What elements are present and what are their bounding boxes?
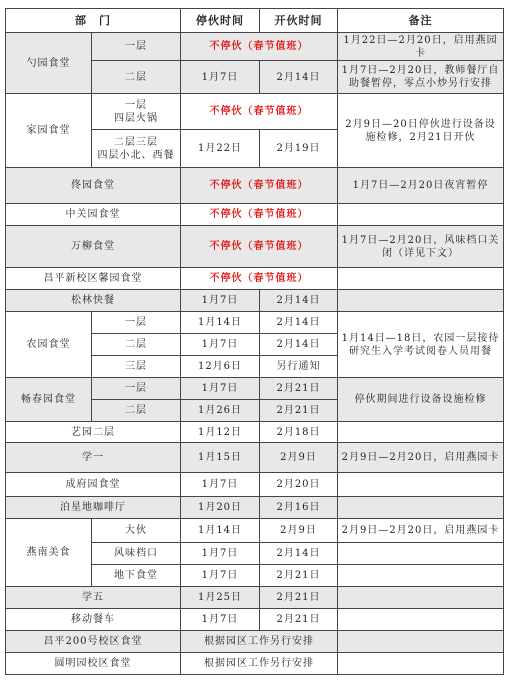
note-cell (338, 609, 504, 631)
table-row (6, 312, 504, 334)
open-time: 2月14日 (260, 312, 338, 334)
stop-time: 1月7日 (181, 290, 260, 312)
stop-time: 1月7日 (181, 61, 260, 94)
note-cell (338, 473, 504, 497)
note-cell: 1月14日—18日，农园一层接待研究生入学考试阅卷人员用餐 (338, 312, 504, 378)
stop-time: 1月7日 (181, 543, 260, 565)
open-time: 2月9日 (260, 519, 338, 543)
dept-name: 圆明园校区食堂 (6, 653, 181, 675)
stop-time: 1月7日 (181, 378, 260, 400)
dept-name: 勺园食堂 (6, 33, 92, 94)
table-row (6, 653, 504, 675)
note-cell (338, 543, 504, 565)
floor-label: 一层 (92, 378, 181, 400)
table-row (6, 204, 504, 226)
canteen-schedule-table (5, 8, 504, 675)
floor-label: 二层 (92, 61, 181, 94)
dept-name: 昌平200号校区食堂 (6, 631, 181, 653)
note-cell (338, 422, 504, 443)
dept-name: 松林快餐 (6, 290, 181, 312)
table-row (6, 609, 504, 631)
stop-time: 1月20日 (181, 497, 260, 519)
floor-label: 二层 (92, 334, 181, 356)
floor-label: 三层 (92, 356, 181, 378)
header-open-time: 开伙时间 (260, 9, 338, 33)
open-time: 2月14日 (260, 61, 338, 94)
table-row (6, 33, 504, 61)
dept-name: 移动餐车 (6, 609, 181, 631)
open-time: 2月21日 (260, 587, 338, 609)
dept-name: 泊星地咖啡厅 (6, 497, 181, 519)
note-cell: 1月22日—2月20日，启用燕园卡 (338, 33, 504, 61)
stop-time: 1月14日 (181, 519, 260, 543)
open-time: 2月21日 (260, 565, 338, 587)
table-row (6, 378, 504, 400)
floor-label: 一层 (92, 312, 181, 334)
open-time: 2月14日 (260, 334, 338, 356)
closed-label: 不停伙（春节值班） (181, 33, 338, 61)
table-header-row (6, 9, 504, 33)
dept-name: 艺园二层 (6, 422, 181, 443)
dept-name: 家园食堂 (6, 94, 92, 168)
closed-label: 不停伙（春节值班） (181, 268, 338, 290)
table-row (6, 497, 504, 519)
closed-label: 不停伙（春节值班） (181, 94, 338, 130)
dept-name: 佟园食堂 (6, 168, 181, 204)
dept-name: 成府园食堂 (6, 473, 181, 497)
closed-label: 不停伙（春节值班） (181, 226, 338, 268)
stop-time: 1月7日 (181, 334, 260, 356)
note-cell (338, 631, 504, 653)
open-time: 2月19日 (260, 130, 338, 168)
open-time: 2月14日 (260, 543, 338, 565)
stop-time: 1月7日 (181, 473, 260, 497)
dept-name: 中关园食堂 (6, 204, 181, 226)
dept-name: 学五 (6, 587, 181, 609)
stop-time: 1月7日 (181, 565, 260, 587)
stop-time: 1月25日 (181, 587, 260, 609)
dept-name: 农园食堂 (6, 312, 92, 378)
stop-time: 1月12日 (181, 422, 260, 443)
note-cell (338, 290, 504, 312)
table-row (6, 226, 504, 268)
table-row (6, 268, 504, 290)
dept-name: 畅春园食堂 (6, 378, 92, 422)
open-time: 2月9日 (260, 443, 338, 473)
note-cell (338, 204, 504, 226)
stop-time: 12月6日 (181, 356, 260, 378)
floor-label: 二层三层 四层小北、西餐 (92, 130, 181, 168)
floor-label: 一层 四层火锅 (92, 94, 181, 130)
table-row (6, 422, 504, 443)
open-time: 2月20日 (260, 473, 338, 497)
open-time: 2月21日 (260, 609, 338, 631)
open-time: 2月18日 (260, 422, 338, 443)
table-row (6, 290, 504, 312)
note-cell: 1月7日—2月20日，教师餐厅自助餐暂停，零点小炒另行安排 (338, 61, 504, 94)
header-dept: 部 门 (6, 9, 181, 33)
open-time: 2月16日 (260, 497, 338, 519)
note-cell: 2月9日—20日停伙进行设备设施检修，2月21日开伙 (338, 94, 504, 168)
table-row (6, 168, 504, 204)
note-cell: 2月9日—2月20日，启用燕园卡 (338, 519, 504, 543)
note-cell: 2月9日—2月20日，启用燕园卡 (338, 443, 504, 473)
dept-name: 昌平新校区馨园食堂 (6, 268, 181, 290)
open-time: 2月21日 (260, 400, 338, 422)
floor-label: 二层 (92, 400, 181, 422)
table-row (6, 587, 504, 609)
table-row (6, 631, 504, 653)
closed-label: 不停伙（春节值班） (181, 168, 338, 204)
open-time: 2月14日 (260, 290, 338, 312)
floor-label: 风味档口 (92, 543, 181, 565)
open-time: 另行通知 (260, 356, 338, 378)
table-row (6, 519, 504, 543)
header-stop-time: 停伙时间 (181, 9, 260, 33)
note-cell (338, 268, 504, 290)
note-cell (338, 587, 504, 609)
floor-label: 地下食堂 (92, 565, 181, 587)
table-row (6, 473, 504, 497)
note-cell (338, 653, 504, 675)
table-row (6, 443, 504, 473)
note-cell: 停伙期间进行设备设施检修 (338, 378, 504, 422)
stop-time: 1月14日 (181, 312, 260, 334)
note-cell: 1月7日—2月20日，风味档口关闭（详见下文） (338, 226, 504, 268)
note-cell (338, 565, 504, 587)
dept-name: 学一 (6, 443, 181, 473)
stop-time: 1月26日 (181, 400, 260, 422)
note-cell (338, 497, 504, 519)
header-note: 备注 (338, 9, 504, 33)
dept-name: 万柳食堂 (6, 226, 181, 268)
stop-time: 1月7日 (181, 609, 260, 631)
stop-time: 1月22日 (181, 130, 260, 168)
arrangement-note: 根据园区工作另行安排 (181, 631, 338, 653)
table-row (6, 94, 504, 130)
floor-label: 一层 (92, 33, 181, 61)
open-time: 2月21日 (260, 378, 338, 400)
arrangement-note: 根据园区工作另行安排 (181, 653, 338, 675)
closed-label: 不停伙（春节值班） (181, 204, 338, 226)
note-cell: 1月7日—2月20日夜宵暂停 (338, 168, 504, 204)
floor-label: 大伙 (92, 519, 181, 543)
dept-name: 燕南美食 (6, 519, 92, 587)
stop-time: 1月15日 (181, 443, 260, 473)
